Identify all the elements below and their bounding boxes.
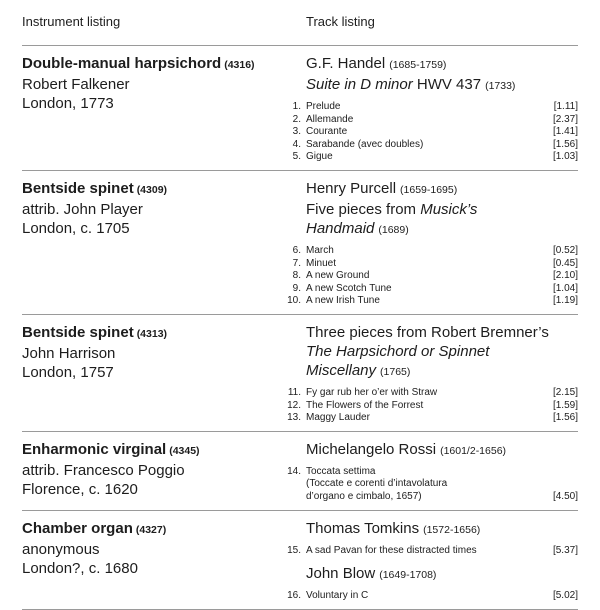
instrument-origin: London, 1773 — [22, 95, 114, 112]
track-title: Minuet — [306, 257, 337, 269]
work-block — [287, 519, 578, 558]
instrument-maker: attrib. John Player — [22, 200, 143, 218]
composer-name: John Blow — [306, 565, 376, 583]
track-duration: [0.52] — [552, 244, 578, 256]
instrument-catalogue-number: (4345) — [169, 444, 200, 457]
instrument-name-line — [22, 179, 287, 200]
work-block — [287, 440, 578, 504]
track-duration: [1.56] — [552, 138, 578, 150]
work-source: Three pieces from Robert Bremner’s — [306, 323, 549, 341]
composer-dates: (1685-1759) — [389, 59, 447, 71]
track-number: 4. — [292, 138, 301, 150]
composer-line — [306, 440, 578, 461]
track-number: 15. — [287, 544, 301, 556]
track-number: 16. — [287, 590, 301, 602]
track-number: 1. — [292, 101, 301, 112]
track-title: Toccata settima — [306, 465, 376, 477]
track-row — [287, 139, 578, 152]
track-row — [287, 126, 578, 139]
composer-line — [306, 179, 578, 200]
track-number: 9. — [292, 282, 301, 294]
work-title-line — [306, 200, 578, 240]
instrument-origin: London, c. 1705 — [22, 219, 130, 237]
instrument-maker: Robert Falkener — [22, 76, 130, 93]
section-bentside-spinet-4309 — [22, 170, 578, 314]
work-title-catalogue: HWV 437 — [412, 76, 482, 93]
composer-name: Henry Purcell — [306, 179, 397, 197]
instrument-origin: London, 1757 — [22, 363, 114, 381]
track-row — [287, 295, 578, 308]
work-block — [287, 179, 578, 308]
column-headers — [22, 0, 578, 45]
instrument-listing-heading: Instrument listing — [22, 14, 121, 29]
instrument-catalogue-number: (4316) — [224, 59, 255, 71]
section-enharmonic-virginal — [22, 431, 578, 510]
track-source-line: (Toccate e corenti d’intavolatura — [306, 478, 448, 490]
instrument-catalogue-number: (4327) — [135, 523, 167, 536]
track-title-block — [306, 466, 447, 504]
work-year: (1689) — [378, 223, 409, 236]
track-number: 6. — [292, 244, 301, 256]
instrument-maker: attrib. Francesco Poggio — [22, 461, 185, 479]
track-number: 5. — [292, 151, 301, 163]
track-row — [287, 258, 578, 271]
track-row — [287, 270, 578, 283]
section-chamber-organ — [22, 510, 578, 609]
work-title: Suite in D minor — [306, 76, 413, 93]
composer-name: G.F. Handel — [306, 55, 386, 72]
instrument-block — [22, 179, 287, 308]
work-title: Musick’s Handmaid — [306, 200, 478, 237]
track-row — [287, 545, 578, 558]
track-duration: [1.56] — [552, 412, 578, 424]
instrument-origin: Florence, c. 1620 — [22, 480, 138, 498]
track-title: Courante — [306, 126, 348, 138]
work-block — [287, 323, 578, 425]
track-title: Gigue — [306, 151, 333, 163]
track-number: 8. — [292, 270, 301, 282]
track-list — [287, 545, 578, 558]
composer-name: Thomas Tomkins — [306, 519, 420, 537]
work-year: (1765) — [380, 365, 411, 378]
instrument-block — [22, 440, 287, 504]
track-row — [287, 412, 578, 425]
instrument-name: Chamber organ — [22, 519, 133, 537]
track-duration: [1.04] — [552, 282, 578, 294]
track-number: 2. — [292, 113, 301, 125]
track-source-line: d’organo e cimbalo, 1657) — [306, 490, 422, 502]
track-duration: [1.59] — [552, 399, 578, 411]
track-number: 12. — [287, 399, 301, 411]
work-title-line — [306, 75, 578, 96]
track-title: Allemande — [306, 113, 354, 125]
track-number: 3. — [292, 126, 301, 138]
track-row — [287, 151, 578, 164]
instrument-block — [22, 519, 287, 603]
track-title: Maggy Lauder — [306, 412, 370, 424]
instrument-maker: anonymous — [22, 540, 100, 558]
track-title: The Flowers of the Forrest — [306, 399, 424, 411]
track-duration: [2.37] — [552, 113, 578, 125]
track-title: A new Ground — [306, 270, 370, 282]
composer-dates: (1572-1656) — [423, 523, 481, 536]
instrument-name-line — [22, 519, 287, 540]
track-row — [287, 283, 578, 296]
track-row — [287, 101, 578, 114]
track-row — [287, 245, 578, 258]
composer-line — [306, 519, 578, 540]
track-row — [287, 387, 578, 400]
track-duration: [1.03] — [552, 151, 578, 163]
track-number: 11. — [287, 386, 301, 398]
track-number: 14. — [287, 465, 301, 477]
track-title: Sarabande (avec doubles) — [306, 138, 424, 150]
work-title: The Harpsichord or Spinnet Miscellany — [306, 342, 490, 379]
track-title: A sad Pavan for these distracted times — [306, 544, 477, 556]
composer-dates: (1659-1695) — [400, 183, 458, 196]
track-title: A new Scotch Tune — [306, 282, 392, 294]
instrument-maker: John Harrison — [22, 344, 116, 362]
section-bentside-spinet-4313 — [22, 314, 578, 431]
track-title: March — [306, 244, 334, 256]
work-block — [287, 564, 578, 603]
track-list — [287, 101, 578, 164]
track-listing-heading: Track listing — [306, 14, 375, 29]
work-title-line — [306, 342, 578, 382]
track-duration: [1.41] — [552, 126, 578, 138]
composer-dates: (1649-1708) — [379, 569, 437, 582]
instrument-name: Double-manual harpsichord — [22, 55, 222, 72]
work-source-line — [306, 323, 578, 342]
work-year: (1733) — [485, 80, 516, 92]
work-block — [292, 54, 578, 164]
track-list — [287, 387, 578, 425]
instrument-block — [22, 323, 287, 425]
track-duration: [5.37] — [552, 544, 578, 556]
track-row — [287, 114, 578, 127]
composer-dates: (1601/2-1656) — [440, 444, 507, 457]
composer-name: Michelangelo Rossi — [306, 440, 437, 458]
instrument-name: Bentside spinet — [22, 323, 134, 341]
instrument-origin: London?, c. 1680 — [22, 559, 138, 577]
track-duration: [0.45] — [552, 257, 578, 269]
track-duration: [2.15] — [552, 386, 578, 398]
track-number: 13. — [287, 412, 301, 424]
track-duration: [1.19] — [552, 295, 578, 307]
track-duration: [5.02] — [552, 590, 578, 602]
track-row — [287, 590, 578, 603]
track-title: Fy gar rub her o’er with Straw — [306, 386, 438, 398]
section-double-manual-harpsichord — [22, 45, 578, 170]
composer-line — [306, 564, 578, 585]
track-list — [287, 590, 578, 603]
track-list — [287, 466, 578, 504]
track-list — [287, 245, 578, 308]
work-title-prefix: Five pieces from — [306, 200, 421, 218]
instrument-name-line — [22, 323, 287, 344]
instrument-catalogue-number: (4309) — [136, 183, 168, 196]
instrument-block — [22, 54, 287, 164]
track-row — [287, 400, 578, 413]
composer-line — [306, 54, 578, 75]
track-title: A new Irish Tune — [306, 295, 380, 307]
instrument-name: Bentside spinet — [22, 179, 134, 197]
instrument-catalogue-number: (4313) — [136, 327, 168, 340]
track-number: 10. — [287, 295, 301, 307]
track-title: Prelude — [306, 101, 341, 112]
track-row — [287, 466, 578, 504]
track-title: Voluntary in C — [306, 590, 369, 602]
instrument-name-line — [22, 54, 287, 75]
instrument-name: Enharmonic virginal — [22, 440, 167, 458]
track-duration: [4.50] — [552, 490, 578, 502]
track-number: 7. — [292, 257, 301, 269]
track-duration: [1.11] — [553, 101, 578, 112]
instrument-name-line — [22, 440, 287, 461]
track-duration: [2.10] — [552, 270, 578, 282]
